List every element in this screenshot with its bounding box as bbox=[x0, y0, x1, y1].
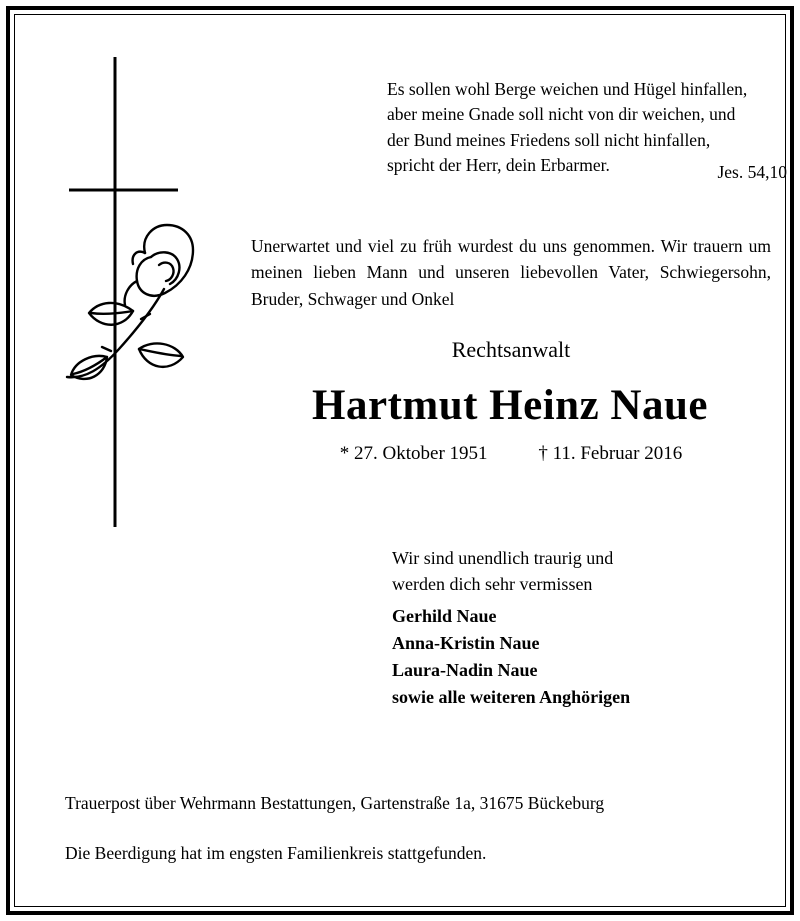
family-member: sowie alle weiteren Anghörigen bbox=[392, 687, 631, 707]
burial-note: Die Beerdigung hat im engsten Familienkreis stattgefunden. bbox=[65, 843, 487, 863]
mourning-text bbox=[392, 545, 772, 597]
funeral-home-info: Trauerpost über Wehrmann Bestattungen, Gartenstraße 1a, 31675 Bückeburg bbox=[65, 793, 605, 813]
cross-and-rose-emblem bbox=[41, 57, 231, 547]
family-member: Laura-Nadin Naue bbox=[392, 660, 538, 680]
outer-border bbox=[6, 6, 794, 915]
death-date: † 11. Februar 2016 bbox=[538, 443, 683, 464]
deceased-name: Hartmut Heinz Naue bbox=[312, 382, 708, 429]
verse-line-3: der Bund meines Friedens soll nicht hinfallen, bbox=[387, 129, 711, 150]
family-member: Gerhild Naue bbox=[392, 606, 497, 626]
intro-text: Unerwartet und viel zu früh wurdest du uns genommen. Wir trauern um meinen lieben Mann und unseren liebevollen Vater, Schwiegersohn, Bruder, Schwager und Onkel bbox=[251, 236, 771, 309]
mourning-line-2: werden dich sehr vermissen bbox=[392, 574, 593, 595]
verse-reference: Jes. 54,10 bbox=[717, 162, 787, 182]
verse-line-4: spricht der Herr, dein Erbarmer. bbox=[387, 155, 610, 176]
inner-border bbox=[14, 14, 786, 907]
profession-title: Rechtsanwalt bbox=[451, 337, 571, 362]
verse-line-1: Es sollen wohl Berge weichen und Hügel hinfallen, bbox=[387, 79, 748, 99]
family-members bbox=[392, 603, 772, 711]
verse-line-2: aber meine Gnade soll nicht von dir weichen, und bbox=[387, 104, 736, 125]
birth-date: * 27. Oktober 1951 bbox=[339, 443, 488, 464]
life-dates bbox=[251, 443, 771, 465]
mourning-line-1: Wir sind unendlich traurig und bbox=[392, 548, 614, 568]
notice-content bbox=[15, 15, 785, 906]
family-member: Anna-Kristin Naue bbox=[392, 633, 540, 653]
rose-icon bbox=[67, 225, 193, 379]
